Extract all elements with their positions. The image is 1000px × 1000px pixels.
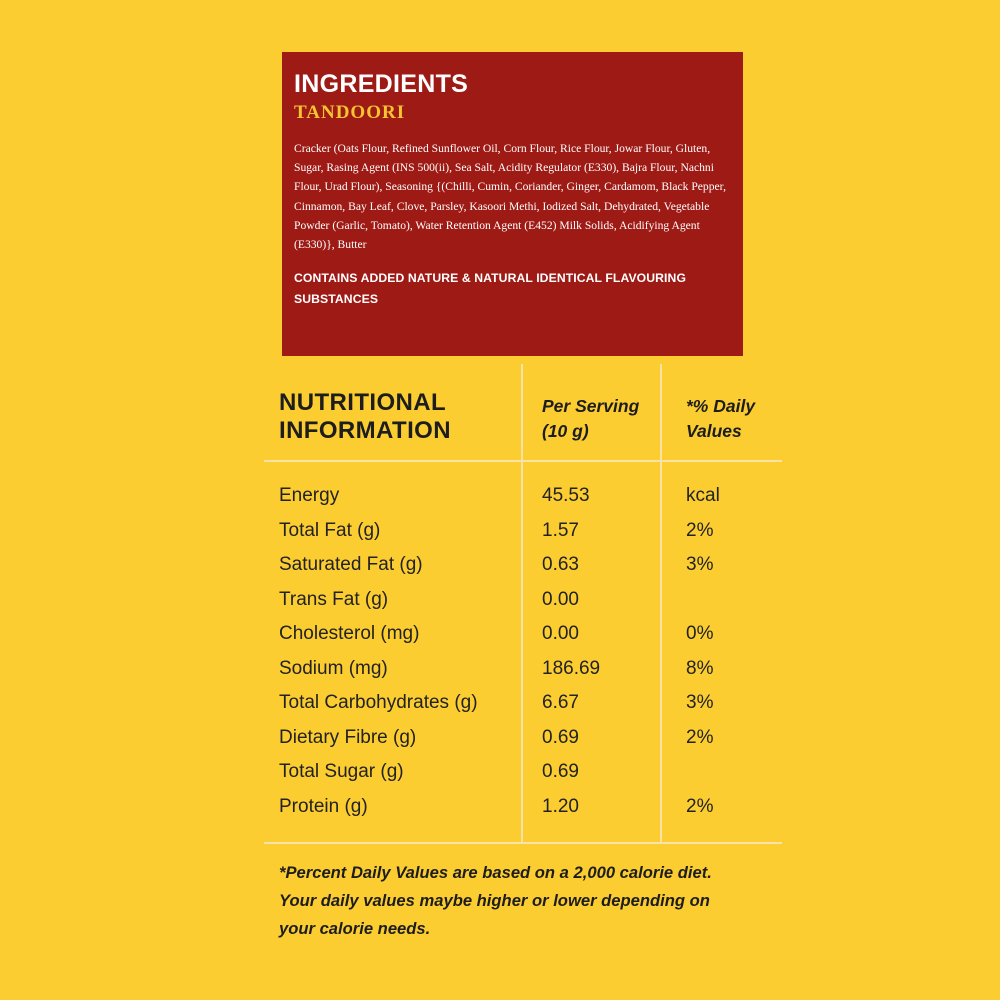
table-bottom-divider: [264, 842, 782, 844]
daily-value: 2%: [686, 726, 714, 748]
nutrition-title-line1: NUTRITIONAL: [279, 389, 447, 416]
nutrition-table: [264, 364, 782, 954]
daily-values-header-line1: *% Daily: [686, 396, 756, 416]
per-serving-header-line2: (10 g): [542, 421, 589, 441]
table-row: [279, 548, 779, 583]
per-serving-value: 0.69: [542, 761, 579, 782]
table-row: [279, 583, 779, 618]
table-row: [279, 617, 779, 652]
per-serving-header: [542, 394, 639, 444]
table-row: [279, 514, 779, 549]
daily-value: 0%: [686, 623, 714, 644]
nutrient-name: Total Fat (g): [279, 519, 381, 541]
table-row: [279, 790, 779, 825]
daily-values-header: [686, 394, 755, 444]
daily-values-footnote: *Percent Daily Values are based on a 2,000 calorie diet. Your daily values maybe higher or lower depending on your calorie needs.: [279, 863, 712, 938]
per-serving-value: 186.69: [542, 657, 601, 679]
per-serving-value: 0.69: [542, 726, 579, 748]
daily-values-header-line2: Values: [686, 421, 742, 441]
ingredients-panel: [282, 52, 743, 356]
nutrient-name: Saturated Fat (g): [279, 554, 423, 575]
daily-value: 8%: [686, 657, 714, 679]
nutrient-name: Protein (g): [279, 795, 368, 817]
daily-value: 3%: [686, 554, 714, 575]
per-serving-value: 1.20: [542, 795, 579, 817]
per-serving-value: 45.53: [542, 485, 590, 506]
ingredients-list: Cracker (Oats Flour, Refined Sunflower Oil, Corn Flour, Rice Flour, Jowar Flour, Gluten, Sugar, Rasing Agent (INS 500(ii), Sea Salt, Acidity Regulator (E330), Bajra Flour, Nachni Flour, Urad Flour), Seasoning {(Chilli, Cumin, Coriander, Ginger, Cardamom, Black Pepper, Cinnamon, Bay Leaf, Clove, Parsley, Kasoori Methi, Iodized Salt, Dehydrated, Vegetable Powder (Garlic, Tomato), Water Retention Agent (E452) Milk Solids, Acidifying Agent (E330)}, Butter: [294, 142, 726, 252]
table-row: [279, 479, 779, 514]
per-serving-value: 0.00: [542, 623, 579, 644]
table-row: [279, 652, 779, 687]
nutrition-title-line2: INFORMATION: [279, 417, 451, 444]
nutrient-name: Sodium (mg): [279, 657, 388, 679]
table-row: [279, 686, 779, 721]
nutrient-name: Trans Fat (g): [279, 588, 389, 610]
per-serving-value: 1.57: [542, 519, 579, 541]
flavouring-note: CONTAINS ADDED NATURE & NATURAL IDENTICAL FLAVOURING SUBSTANCES: [294, 271, 687, 307]
ingredients-title: INGREDIENTS: [294, 70, 469, 98]
table-row: [279, 755, 779, 790]
nutrient-name: Cholesterol (mg): [279, 623, 420, 644]
nutrition-rows: [279, 479, 779, 824]
header-divider: [264, 460, 782, 462]
daily-value: 2%: [686, 519, 714, 541]
nutrition-title: [279, 389, 451, 445]
nutrient-name: Total Sugar (g): [279, 761, 404, 782]
nutrient-name: Total Carbohydrates (g): [279, 692, 478, 713]
nutrient-name: Dietary Fibre (g): [279, 726, 417, 748]
table-row: [279, 721, 779, 756]
per-serving-value: 0.00: [542, 588, 579, 610]
per-serving-header-line1: Per Serving: [542, 396, 640, 416]
nutrient-name: Energy: [279, 485, 340, 506]
daily-value: kcal: [686, 485, 720, 506]
daily-value: 3%: [686, 692, 714, 713]
variant-name: TANDOORI: [294, 102, 406, 123]
per-serving-value: 0.63: [542, 554, 579, 575]
per-serving-value: 6.67: [542, 692, 579, 713]
daily-value: 2%: [686, 795, 714, 817]
